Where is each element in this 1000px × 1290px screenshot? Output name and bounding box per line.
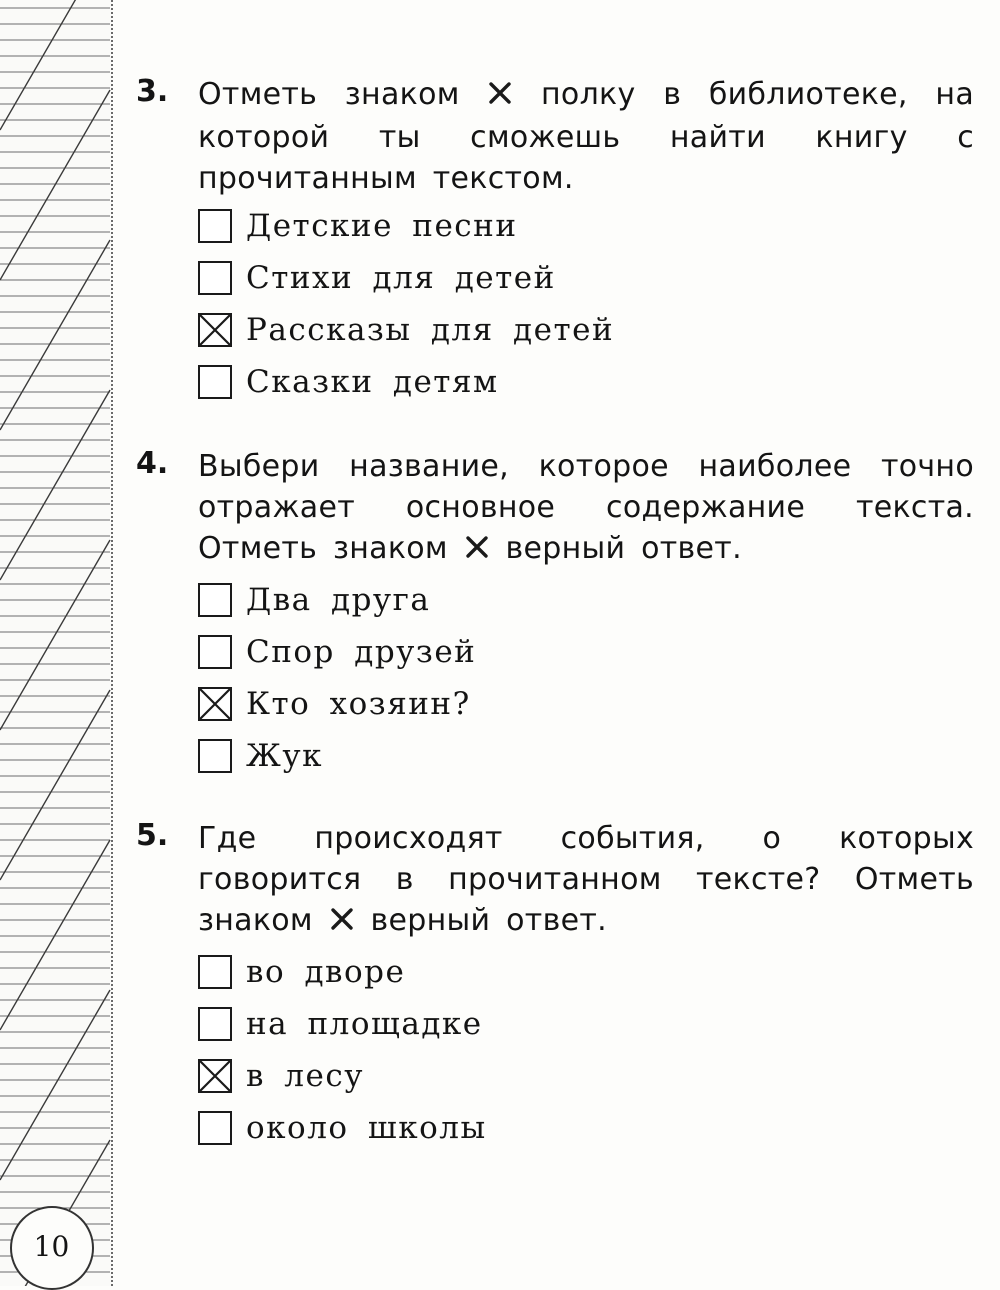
margin-border: [111, 0, 113, 1286]
question-text: Выбери название, которое наиболее точно отражает основное содержание текста. Отметь знаком верный ответ.: [198, 446, 974, 571]
checkbox[interactable]: [198, 1111, 232, 1145]
option-label: на площадке: [246, 1006, 483, 1042]
cross-mark-icon: [200, 689, 230, 719]
checkbox[interactable]: [198, 739, 232, 773]
checkbox-checked[interactable]: [198, 1059, 232, 1093]
option-zhuk[interactable]: [198, 730, 476, 782]
checkbox-checked[interactable]: [198, 313, 232, 347]
answer-options: [198, 200, 614, 408]
cross-mark-icon: [200, 1061, 230, 1091]
question-text: Где происходят события, о которых говорится в прочитанном тексте? Отметь знаком верный ответ.: [198, 818, 974, 943]
x-mark-icon: [464, 530, 490, 571]
handwriting-margin: [0, 0, 112, 1286]
checkbox[interactable]: [198, 955, 232, 989]
option-v-lesu[interactable]: [198, 1050, 487, 1102]
option-kto-khozyain[interactable]: [198, 678, 476, 730]
question-number: 3.: [136, 74, 169, 109]
question-number: 5.: [136, 818, 169, 853]
option-label: Кто хозяин?: [246, 686, 471, 722]
checkbox[interactable]: [198, 635, 232, 669]
option-label: в лесу: [246, 1058, 364, 1094]
option-okolo-shkoly[interactable]: [198, 1102, 487, 1154]
option-label: во дворе: [246, 954, 406, 990]
option-vo-dvore[interactable]: [198, 946, 487, 998]
option-label: около школы: [246, 1110, 487, 1146]
checkbox[interactable]: [198, 261, 232, 295]
option-label: Рассказы для детей: [246, 312, 615, 348]
checkbox[interactable]: [198, 209, 232, 243]
option-detskie-pesni[interactable]: [198, 200, 614, 252]
page-number: 10: [33, 1230, 70, 1263]
option-label: Стихи для детей: [246, 260, 556, 296]
option-na-ploshchadke[interactable]: [198, 998, 487, 1050]
option-label: Два друга: [246, 582, 431, 618]
option-stikhi-dlya-detey[interactable]: [198, 252, 614, 304]
answer-options: [198, 946, 487, 1154]
option-label: Спор друзей: [246, 634, 477, 670]
option-label: Сказки детям: [246, 364, 499, 400]
checkbox[interactable]: [198, 365, 232, 399]
option-spor-druzey[interactable]: [198, 626, 476, 678]
option-label: Детские песни: [246, 208, 518, 244]
question-number: 4.: [136, 446, 169, 481]
x-mark-icon: [329, 902, 355, 943]
checkbox[interactable]: [198, 583, 232, 617]
option-label: Жук: [246, 738, 323, 774]
option-rasskazy-dlya-detey[interactable]: [198, 304, 614, 356]
answer-options: [198, 574, 476, 782]
checkbox[interactable]: [198, 1007, 232, 1041]
cross-mark-icon: [200, 315, 230, 345]
question-text: Отметь знаком полку в библиотеке, на которой ты сможешь найти книгу с прочитанным текстом.: [198, 77, 974, 196]
option-dva-druga[interactable]: [198, 574, 476, 626]
option-skazki-detyam[interactable]: [198, 356, 614, 408]
margin-guide-lines: [0, 0, 112, 1286]
page-number-circle: [10, 1206, 94, 1290]
x-mark-icon: [487, 76, 513, 117]
checkbox-checked[interactable]: [198, 687, 232, 721]
